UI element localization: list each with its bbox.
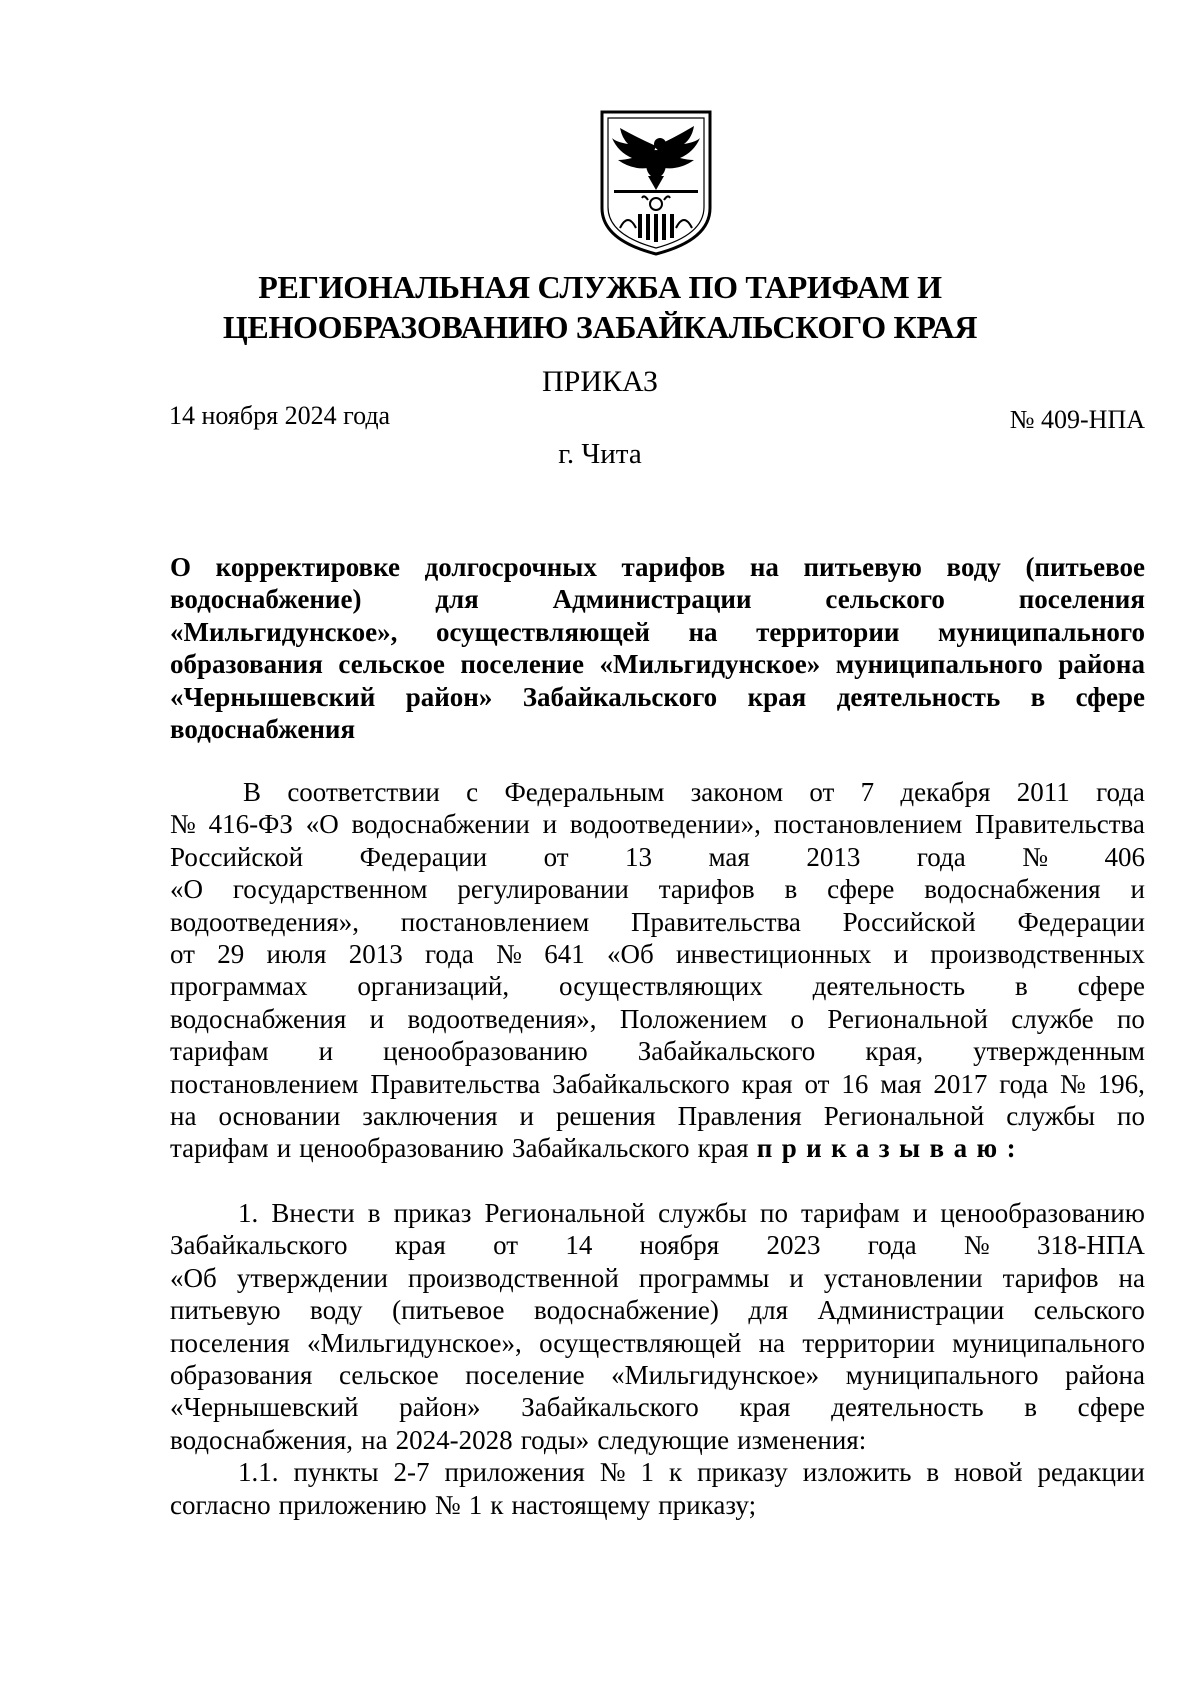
word: 2024-2028 — [395, 1424, 513, 1455]
item-1-paragraph — [170, 1197, 1145, 1456]
word: и — [789, 1262, 804, 1293]
word: от — [809, 777, 835, 807]
word: на — [749, 552, 779, 582]
word: воду — [310, 1295, 363, 1326]
word: края — [394, 1230, 446, 1261]
word: решения — [556, 1101, 656, 1132]
text-line — [170, 1003, 1145, 1035]
word: (питьевое — [392, 1295, 505, 1326]
eagle-shield-icon — [598, 108, 714, 256]
text-line — [170, 583, 1145, 615]
word: водоснабжения — [924, 874, 1101, 905]
word: 1.1. — [238, 1457, 279, 1488]
coat-of-arms-emblem — [598, 108, 714, 256]
word: края — [741, 1068, 793, 1099]
text-line — [170, 1424, 1145, 1456]
word: приказу — [697, 1457, 788, 1488]
word: (питьевое — [1025, 552, 1145, 582]
order-subject — [170, 551, 1145, 745]
word: «О — [305, 809, 339, 840]
word: водоснабжение) — [170, 584, 362, 615]
word: соответствии — [287, 777, 440, 807]
word: Правительства — [370, 1068, 541, 1099]
word: поселения — [170, 1327, 290, 1358]
word: изложить — [802, 1457, 912, 1488]
word: водоснабжения — [170, 1003, 347, 1034]
word: 2013 — [348, 939, 403, 970]
word: 2023 — [766, 1230, 821, 1261]
word: сельского — [1033, 1295, 1145, 1326]
word: территории — [802, 1327, 935, 1358]
text-line — [170, 1391, 1145, 1423]
word: края, — [865, 1036, 924, 1067]
word: 196, — [1097, 1068, 1145, 1099]
word: «Мильгидунское» — [611, 1360, 820, 1391]
word: к — [669, 1457, 683, 1488]
word: района — [1058, 649, 1145, 680]
word: район» — [405, 681, 493, 712]
word: года — [916, 841, 966, 872]
word: водоотведения», — [170, 906, 359, 937]
word: 318-НПА — [1036, 1230, 1145, 1261]
org-title-line-2: ЦЕНООБРАЗОВАНИЮ ЗАБАЙКАЛЬСКОГО КРАЯ — [222, 309, 978, 345]
word: на — [758, 1327, 786, 1358]
word: 2017 — [933, 1068, 988, 1099]
text-line — [170, 1132, 1145, 1164]
word: «Об — [170, 1262, 217, 1293]
word: к — [490, 1489, 504, 1520]
word: года — [1096, 777, 1145, 807]
word: осуществляющих — [559, 971, 763, 1002]
word: район» — [399, 1392, 481, 1423]
word: Федерации — [1017, 906, 1145, 937]
text-line — [170, 1456, 1145, 1488]
word: в — [1024, 1392, 1037, 1423]
word: года — [424, 939, 474, 970]
word: сфере — [1077, 1392, 1145, 1423]
word: Правления — [677, 1101, 802, 1132]
word: Региональной — [827, 1003, 988, 1034]
word: изменения: — [737, 1424, 867, 1455]
word: на — [361, 1424, 388, 1455]
text-line — [170, 970, 1145, 1002]
word: согласно — [170, 1489, 271, 1520]
word: Положением — [619, 1003, 768, 1034]
word: 16 — [841, 1068, 869, 1099]
word: «Мильгидунское» — [599, 649, 821, 680]
word: установлении — [823, 1262, 983, 1293]
word: края — [739, 1392, 791, 1423]
word: 2-7 — [393, 1457, 430, 1488]
text-line — [170, 1489, 1145, 1521]
word: Забайкальского — [522, 681, 718, 712]
text-line — [170, 551, 1145, 583]
word: от — [493, 1230, 519, 1261]
word: ценообразованию — [383, 1036, 588, 1067]
word: службе — [1011, 1003, 1094, 1034]
word: тарифов — [621, 552, 726, 582]
word: № — [963, 1230, 990, 1261]
word: ноября — [639, 1230, 720, 1261]
word: Правительства — [630, 906, 801, 937]
word: заключения — [362, 1101, 498, 1132]
word: поселение — [460, 649, 584, 680]
word: от — [170, 939, 195, 970]
word: № — [1059, 1068, 1086, 1099]
text-line — [170, 873, 1145, 905]
word: № — [434, 1489, 461, 1520]
word: года — [867, 1230, 917, 1261]
text-line — [170, 1068, 1145, 1100]
word: пункты — [293, 1457, 379, 1488]
word: образования — [170, 649, 323, 680]
word: государственном — [232, 874, 428, 905]
word: и — [519, 1101, 534, 1132]
word: года — [999, 1068, 1049, 1099]
word: организаций, — [357, 971, 510, 1002]
text-line — [170, 648, 1145, 680]
word: образования — [170, 1360, 313, 1391]
word: и — [893, 939, 909, 970]
word: осуществляющей — [539, 1327, 742, 1358]
word: в — [1030, 681, 1046, 712]
word: Администрации — [552, 584, 752, 615]
word: № — [496, 939, 522, 970]
document-number: № 409-НПА — [1009, 405, 1145, 434]
word: и — [1130, 874, 1145, 905]
word: сфере — [827, 874, 895, 905]
word: по — [1116, 1003, 1145, 1034]
word: службы — [1006, 1101, 1096, 1132]
word: края — [697, 1133, 749, 1164]
text-line — [170, 808, 1145, 840]
document-date: 14 ноября 2024 года — [169, 401, 391, 430]
word: «Чернышевский — [170, 1392, 359, 1423]
word: «Мильгидунское», — [307, 1327, 522, 1358]
order-items — [170, 1197, 1145, 1521]
word: от — [804, 1068, 830, 1099]
word: мая — [708, 841, 750, 872]
word: водоснабжения — [170, 714, 356, 745]
word: производственной — [408, 1262, 619, 1293]
word: края — [747, 681, 807, 712]
word: в — [784, 874, 798, 905]
document-type: ПРИКАЗ — [542, 365, 658, 398]
text-line — [170, 1262, 1145, 1294]
word: следующие — [597, 1424, 730, 1455]
word: в — [367, 1198, 381, 1228]
word: муниципального — [952, 1327, 1145, 1358]
word: воду — [946, 552, 1001, 582]
word: по — [760, 1198, 788, 1228]
word: новой — [954, 1457, 1023, 1488]
word: № — [599, 1457, 626, 1488]
word: О — [170, 552, 192, 582]
word: службы — [658, 1198, 747, 1228]
word: «Мильгидунское», — [170, 616, 398, 647]
word: и — [912, 1198, 928, 1228]
word: «Об — [607, 939, 654, 970]
word: 29 — [217, 939, 245, 970]
word: утверждении — [236, 1262, 388, 1293]
word: мая — [880, 1068, 922, 1099]
word: тарифам — [170, 1133, 269, 1164]
word: на — [688, 616, 718, 647]
word: приказу; — [658, 1489, 757, 1520]
word: деятельность — [836, 681, 1001, 712]
text-line — [170, 841, 1145, 873]
text-line — [170, 938, 1145, 970]
word: водоотведения», — [407, 1003, 597, 1034]
word: сельское — [338, 649, 445, 680]
word: корректировке — [215, 552, 401, 582]
word: регулировании — [457, 874, 629, 905]
word: Забайкальского — [637, 1036, 816, 1067]
word: Российской — [842, 906, 976, 937]
word: в — [1015, 971, 1028, 1002]
word: деятельность — [831, 1392, 984, 1423]
word: Российской — [170, 841, 304, 872]
word: 416-ФЗ — [208, 809, 293, 840]
word: питьевую — [803, 552, 922, 582]
document-city: г. Чита — [558, 438, 642, 470]
word: 1. — [238, 1198, 259, 1228]
word: Забайкальского — [521, 1392, 699, 1423]
word: по — [1117, 1101, 1145, 1132]
word: 2011 — [1016, 777, 1070, 807]
word: № — [1022, 841, 1048, 872]
word: тарифам — [801, 1198, 900, 1228]
word: и — [542, 809, 558, 840]
word: осуществляющей — [435, 616, 650, 647]
word: 641 — [544, 939, 585, 970]
preamble-paragraph — [170, 776, 1145, 1165]
text-line — [170, 616, 1145, 648]
word: Федерации — [359, 841, 488, 872]
word: годы» — [520, 1424, 590, 1455]
word: декабря — [900, 777, 991, 807]
word: производственных — [930, 939, 1145, 970]
word: для — [748, 1295, 789, 1326]
word: постановлением — [170, 1068, 359, 1099]
word: сфере — [1077, 971, 1145, 1002]
word: № — [170, 809, 196, 840]
word: утвержденным — [973, 1036, 1145, 1067]
word: «Чернышевский — [170, 681, 376, 712]
word: приложения — [444, 1457, 585, 1488]
word: района — [1065, 1360, 1145, 1391]
word: законом — [690, 777, 784, 807]
word: муниципального — [937, 616, 1145, 647]
word: Администрации — [817, 1295, 1005, 1326]
word: настоящему — [511, 1489, 651, 1520]
word: в — [926, 1457, 940, 1488]
word: тарифов — [658, 874, 755, 905]
word: приложению — [278, 1489, 427, 1520]
word: деятельность — [812, 971, 966, 1002]
word: от — [543, 841, 569, 872]
word: ценообразованию — [940, 1198, 1145, 1228]
order-word: приказываю: — [756, 1133, 1026, 1164]
word: программах — [170, 971, 308, 1002]
word: питьевую — [170, 1295, 281, 1326]
word: 13 — [625, 841, 653, 872]
text-line — [170, 906, 1145, 938]
text-line — [170, 681, 1145, 713]
word: и — [276, 1133, 292, 1164]
word: Региональной — [823, 1101, 985, 1132]
word: Забайкальского — [511, 1133, 690, 1164]
text-line — [170, 713, 1145, 745]
word: «О — [170, 874, 203, 905]
word: приказ — [393, 1198, 472, 1228]
word: долгосрочных — [424, 552, 597, 582]
text-line — [170, 776, 1145, 808]
word: водоотведении», — [569, 809, 761, 840]
word: тарифов — [1002, 1262, 1099, 1293]
text-line — [170, 1035, 1145, 1067]
word: и — [369, 1003, 385, 1034]
word: водоснабжение) — [534, 1295, 719, 1326]
word: Забайкальского — [170, 1230, 348, 1261]
word: Внести — [271, 1198, 355, 1228]
word: ценообразованию — [299, 1133, 504, 1164]
word: Забайкальского — [552, 1068, 730, 1099]
word: 1 — [468, 1489, 483, 1520]
word: на — [170, 1101, 197, 1132]
word: 14 — [565, 1230, 593, 1261]
text-line — [170, 1100, 1145, 1132]
word: территории — [756, 616, 900, 647]
word: на — [1118, 1262, 1145, 1293]
word: сельского — [825, 584, 945, 615]
word: Федеральным — [504, 777, 665, 807]
word: Правительства — [974, 809, 1145, 840]
word: постановлением — [400, 906, 590, 937]
word: муниципального — [845, 1360, 1039, 1391]
word: 7 — [860, 777, 875, 807]
word: поселение — [465, 1360, 585, 1391]
item-1-1-paragraph — [170, 1456, 1145, 1521]
word: тарифам — [170, 1036, 269, 1067]
word: программы — [638, 1262, 770, 1293]
word: 1 — [640, 1457, 655, 1488]
organization-title — [0, 267, 1200, 347]
word: 2013 — [806, 841, 861, 872]
text-line — [170, 1229, 1145, 1261]
word: постановлением — [773, 809, 963, 840]
word: водоснабжения, — [170, 1424, 354, 1455]
word: июля — [266, 939, 327, 970]
text-line — [170, 1294, 1145, 1326]
word: Региональной — [484, 1198, 646, 1228]
word: для — [435, 584, 479, 615]
org-title-line-1: РЕГИОНАЛЬНАЯ СЛУЖБА ПО ТАРИФАМ И — [258, 269, 942, 305]
word: инвестиционных — [676, 939, 872, 970]
word: с — [466, 777, 479, 807]
word: и — [318, 1036, 334, 1067]
word: о — [790, 1003, 804, 1034]
text-line — [170, 1359, 1145, 1391]
word: редакции — [1037, 1457, 1145, 1488]
word: 406 — [1104, 841, 1145, 872]
word: основании — [218, 1101, 341, 1132]
word: поселения — [1018, 584, 1145, 615]
word: муниципального — [835, 649, 1043, 680]
word: сфере — [1075, 681, 1145, 712]
word: водоснабжении — [351, 809, 530, 840]
word: сельское — [339, 1360, 439, 1391]
word: В — [243, 777, 262, 807]
text-line — [170, 1327, 1145, 1359]
text-line — [170, 1197, 1145, 1229]
